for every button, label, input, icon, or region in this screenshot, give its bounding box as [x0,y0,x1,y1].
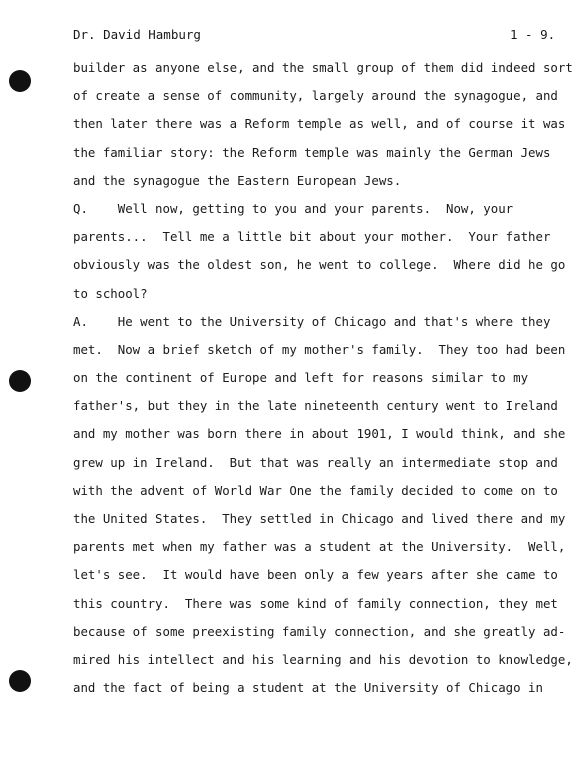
text-line: parents met when my father was a student at the University. Well, [73,539,566,555]
text-line: this country. There was some kind of family connection, they met [73,595,558,611]
text-line: because of some preexisting family connection, and she greatly ad- [73,623,566,639]
text-line: parents... Tell me a little bit about your mother. Your father [73,229,551,245]
text-line: with the advent of World War One the family decided to come on to [73,482,558,498]
text-line: and the synagogue the Eastern European Jews. [73,172,402,188]
text-line: builder as anyone else, and the small group of them did indeed sort [73,60,573,75]
text-line: on the continent of Europe and left for reasons similar to my [73,370,529,386]
text-line: the United States. They settled in Chicago and lived there and my [73,511,566,526]
text-line: of create a sense of community, largely around the synagogue, and [73,88,558,104]
text-line: mired his intellect and his learning and his devotion to knowledge, [73,651,573,667]
page-header-name: Dr. David Hamburg [73,27,201,42]
text-line: let's see. It would have been only a few years after she came to [73,567,558,583]
text-line: grew up in Ireland. But that was really an intermediate stop and [73,454,558,470]
text-line: to school? [73,285,148,301]
transcript-body [73,60,573,708]
text-line: the familiar story: the Reform temple was mainly the German Jews [73,144,551,160]
text-line: met. Now a brief sketch of my mother's family. They too had been [73,341,566,357]
binder-hole-bottom [9,670,31,692]
text-line: A. He went to the University of Chicago and that's where they [73,313,551,329]
text-line: and the fact of being a student at the University of Chicago in [73,680,543,696]
binder-hole-top [9,70,31,92]
text-line: then later there was a Reform temple as well, and of course it was [73,116,566,132]
text-line: obviously was the oldest son, he went to college. Where did he go [73,257,566,273]
text-line: Q. Well now, getting to you and your parents. Now, your [73,200,514,216]
text-line: and my mother was born there in about 1901, I would think, and she [73,426,566,442]
binder-hole-middle [9,370,31,392]
text-line: father's, but they in the late nineteenth century went to Ireland [73,398,558,414]
page-number: 1 - 9. [510,27,556,42]
